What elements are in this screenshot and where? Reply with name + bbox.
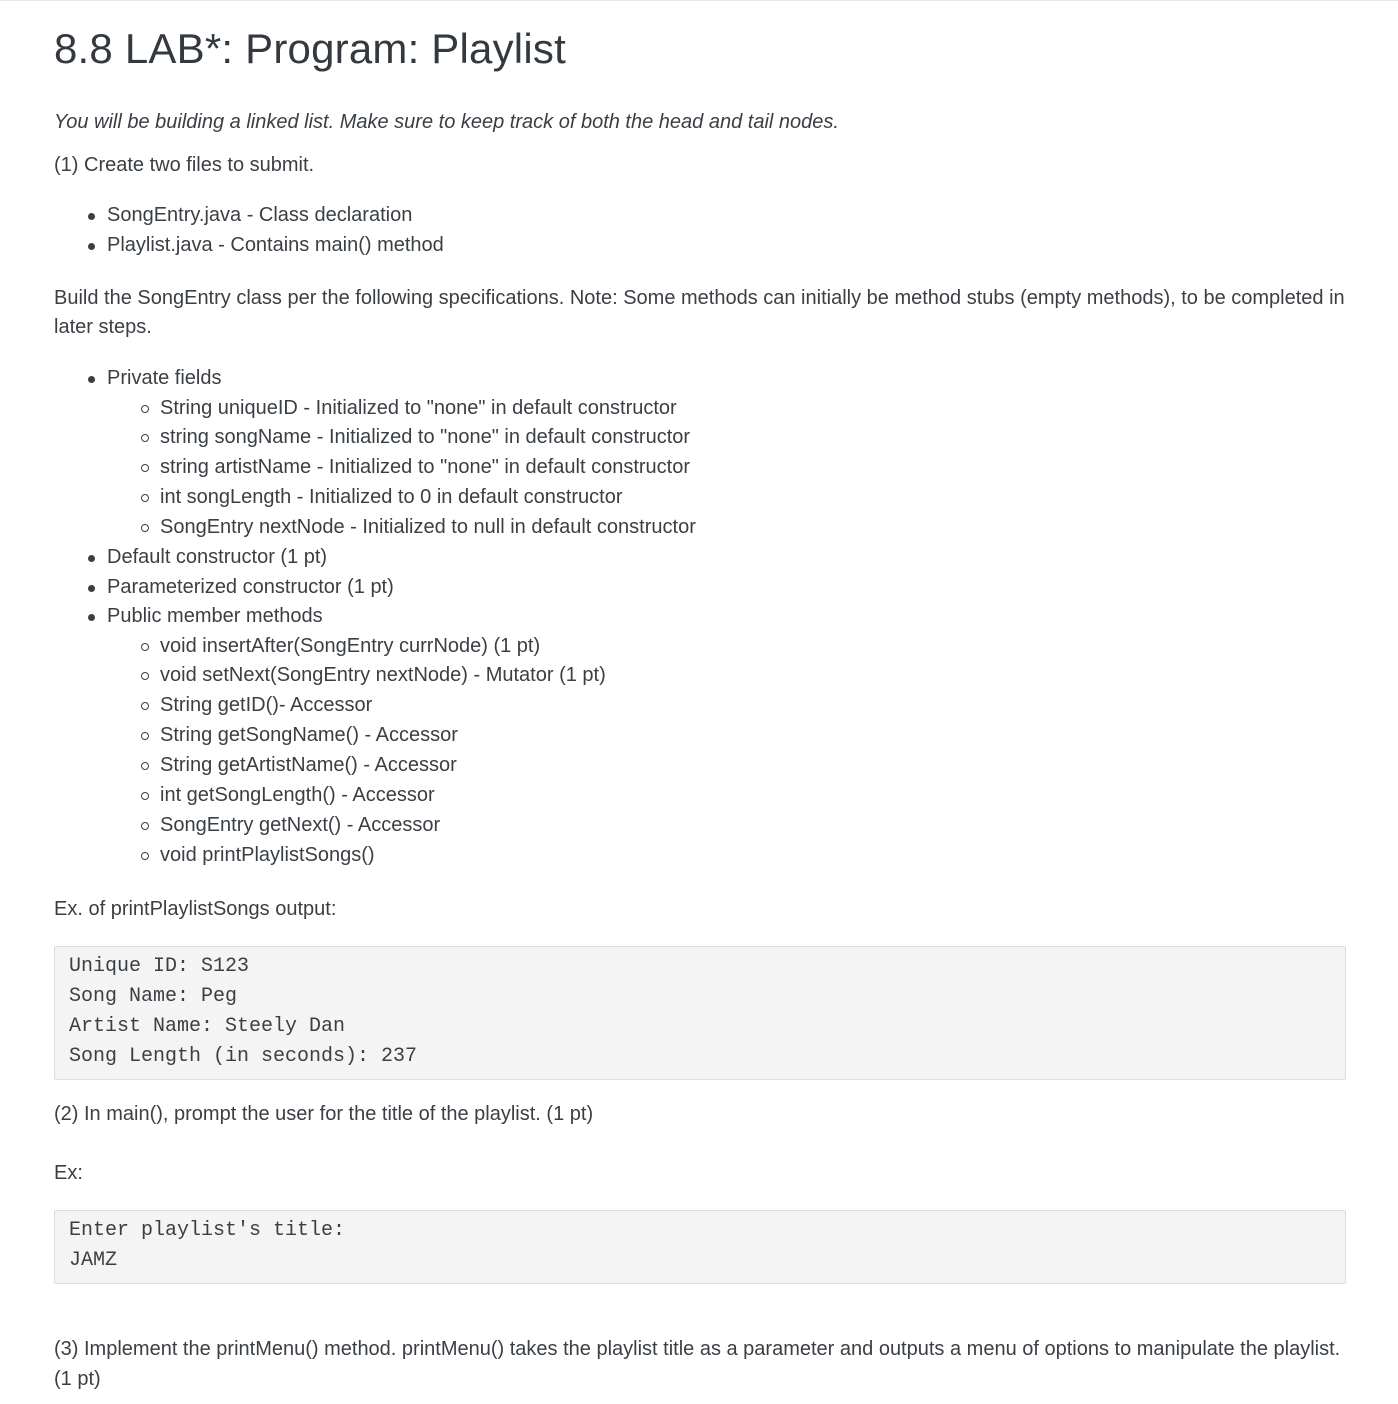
list-item: SongEntry.java - Class declaration: [107, 201, 1346, 231]
list-item: int getSongLength() - Accessor: [160, 781, 1346, 811]
private-fields-label: Private fields: [107, 367, 222, 389]
list-item: void setNext(SongEntry nextNode) - Mutator (1 pt): [160, 661, 1346, 691]
public-methods-label: Public member methods: [107, 605, 323, 628]
code-line: JAMZ: [69, 1248, 118, 1272]
list-item: Playlist.java - Contains main() method: [107, 231, 1346, 261]
code-line: Unique ID: S123: [69, 954, 250, 978]
list-item: String getSongName() - Accessor: [160, 721, 1346, 751]
build-text: Build the SongEntry class per the following specifications. Note: Some methods can initially be method stubs (empty methods), to be completed in later steps.: [54, 287, 1345, 338]
list-item: void insertAfter(SongEntry currNode) (1 pt): [160, 632, 1346, 662]
step3-text: (3) Implement the printMenu() method. printMenu() takes the playlist title as a parameter and outputs a menu of options to manipulate the playlist. (1 pt): [54, 1337, 1341, 1390]
page-title: 8.8 LAB*: Program: Playlist: [54, 25, 566, 72]
default-constructor-item: Default constructor (1 pt): [107, 543, 1346, 573]
parameterized-constructor-item: Parameterized constructor (1 pt): [107, 573, 1346, 603]
step1-text: (1) Create two files to submit.: [54, 154, 315, 176]
list-item: string artistName - Initialized to "none" in default constructor: [160, 453, 1346, 483]
public-methods-list: [107, 632, 1346, 871]
list-item: String getArtistName() - Accessor: [160, 751, 1346, 781]
list-item: SongEntry nextNode - Initialized to null in default constructor: [160, 513, 1346, 543]
code-line: Song Length (in seconds): 237: [69, 1044, 418, 1068]
code-line: Artist Name: Steely Dan: [69, 1014, 346, 1038]
example2-output-code: [54, 1210, 1346, 1284]
step2-text: (2) In main(), prompt the user for the title of the playlist. (1 pt): [54, 1102, 594, 1125]
ex-label: Ex:: [54, 1161, 83, 1184]
spec-list: [54, 364, 1346, 871]
example-label: Ex. of printPlaylistSongs output:: [54, 897, 337, 920]
list-item: void printPlaylistSongs(): [160, 841, 1346, 871]
example-output-code: [54, 946, 1346, 1080]
lab-content: [54, 20, 1346, 1394]
list-item: int songLength - Initialized to 0 in default constructor: [160, 483, 1346, 513]
private-fields-list: [107, 394, 1346, 544]
private-fields-item: [107, 364, 1346, 543]
public-methods-item: [107, 602, 1346, 871]
intro-text: You will be building a linked list. Make sure to keep track of both the head and tail nodes.: [54, 111, 839, 133]
code-line: Enter playlist's title:: [69, 1218, 346, 1242]
list-item: string songName - Initialized to "none" in default constructor: [160, 423, 1346, 453]
list-item: String uniqueID - Initialized to "none" in default constructor: [160, 394, 1346, 424]
files-list: [54, 201, 1346, 260]
top-divider: [0, 0, 1398, 1]
code-line: Song Name: Peg: [69, 984, 238, 1008]
list-item: String getID()- Accessor: [160, 691, 1346, 721]
list-item: SongEntry getNext() - Accessor: [160, 811, 1346, 841]
